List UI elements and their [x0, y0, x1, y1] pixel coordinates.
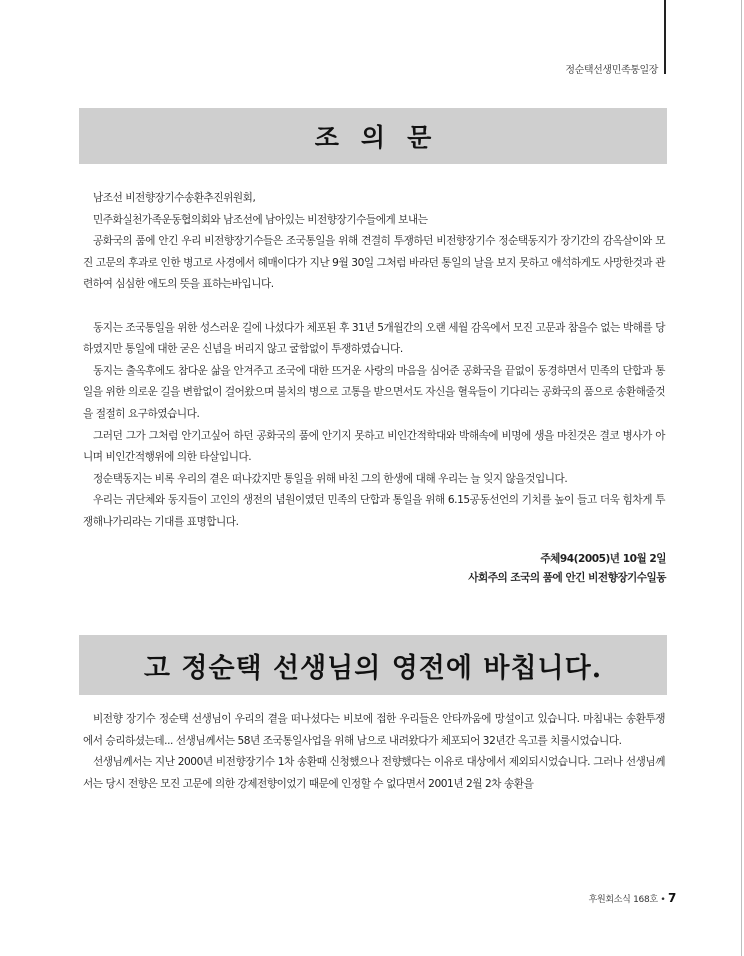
header-rule	[664, 0, 666, 74]
letter-paragraph: 동지는 조국통일을 위한 성스러운 길에 나섰다가 체포된 후 31년 5개월간의 오랜 세월 감옥에서 모진 고문과 참을수 없는 박해를 당하였지만 통일에 대한 굳은 신념을 버리지 않고 굴함없이 투쟁하였습니다.	[83, 321, 665, 356]
letter-paragraph: 공화국의 품에 안긴 우리 비전향장기수들은 조국통일을 위해 견결히 투쟁하던 비전향장기수 정순택동지가 장기간의 감옥살이와 모진 고문의 후과로 인한 병고로 사경에서 헤매이다가 지난 9월 30일 그처럼 바라던 통일의 날을 보지 못하고 애석하게도 사망한것과 관련하여 심심한 애도의 뜻을 표하는바입니다.	[83, 235, 665, 291]
letter-paragraph: 우리는 귀단체와 동지들이 고인의 생전의 념원이였던 민족의 단합과 통일을 위해 6.15공동선언의 기치를 높이 들고 더욱 힘차게 투쟁해나가리라는 기대를 표명합니다.	[83, 494, 665, 528]
letter-paragraph: 그러던 그가 그처럼 안기고싶어 하던 공화국의 품에 안기지 못하고 비인간적학대와 박해속에 비명에 생을 마친것은 결코 병사가 아니며 비인간적행위에 의한 타살입니다.	[83, 429, 665, 464]
running-header: 정순택선생민족통일장	[565, 65, 658, 76]
page-number: 7	[667, 891, 676, 905]
letter-paragraph: 동지는 출옥후에도 참다운 삶을 안겨주고 조국에 대한 뜨거운 사랑의 마음을 심어준 공화국을 끝없이 동경하면서 민족의 단합과 통일을 위한 의로운 길을 변함없이 걸어왔으며 불치의 병으로 고통을 받으면서도 자신을 혈육들이 기다리는 공화국의 품으로 송환해줄것을 절절히 요구하였습니다.	[83, 364, 665, 420]
page-footer	[589, 891, 676, 905]
signature-organization: 사회주의 조국의 품에 안긴 비전향장기수일동	[468, 572, 666, 584]
footer-bullet: •	[660, 895, 668, 905]
condolence-title-banner	[79, 108, 667, 164]
recipient-line-1: 남조선 비전향장기수송환추진위원회,	[93, 192, 256, 204]
recipient-line-2: 민주화실천가족운동협의회와 남조선에 남아있는 비전향장기수들에게 보내는	[93, 213, 428, 226]
letter-paragraph: 정순택동지는 비록 우리의 곁은 떠나갔지만 통일을 위해 바친 그의 한생에 대해 우리는 늘 잊지 않을것입니다.	[93, 472, 568, 485]
paragraph-gap	[83, 296, 665, 318]
page-border-line	[741, 0, 742, 956]
condolence-letter	[83, 188, 665, 534]
tribute-title-banner	[79, 635, 667, 695]
condolence-title: 조의문	[314, 123, 454, 152]
tribute-text	[83, 709, 665, 795]
issue-label: 후원회소식 168호	[588, 895, 658, 905]
signature-date: 주체94(2005)년 10월 2일	[540, 553, 666, 565]
tribute-paragraph: 비전향 장기수 정순택 선생님이 우리의 곁을 떠나셨다는 비보에 접한 우리들은 안타까움에 망설이고 있습니다. 마침내는 송환투쟁에서 승리하셨는데... 선생님께서는 58년 조국통일사업을 위해 남으로 내려왔다가 체포되어 32년간 옥고를 치룰시었습니다.	[83, 713, 665, 747]
tribute-paragraph: 선생님께서는 지난 2000년 비전향장기수 1차 송환때 신청했으나 전향했다는 이유로 대상에서 제외되시었습니다. 그러나 선생님께서는 당시 전향은 모진 고문에 의한 강제전향이었기 때문에 인정할 수 없다면서 2001년 2월 2차 송환을	[83, 756, 665, 790]
tribute-title: 고 정순택 선생님의 영전에 바칩니다.	[143, 652, 603, 684]
